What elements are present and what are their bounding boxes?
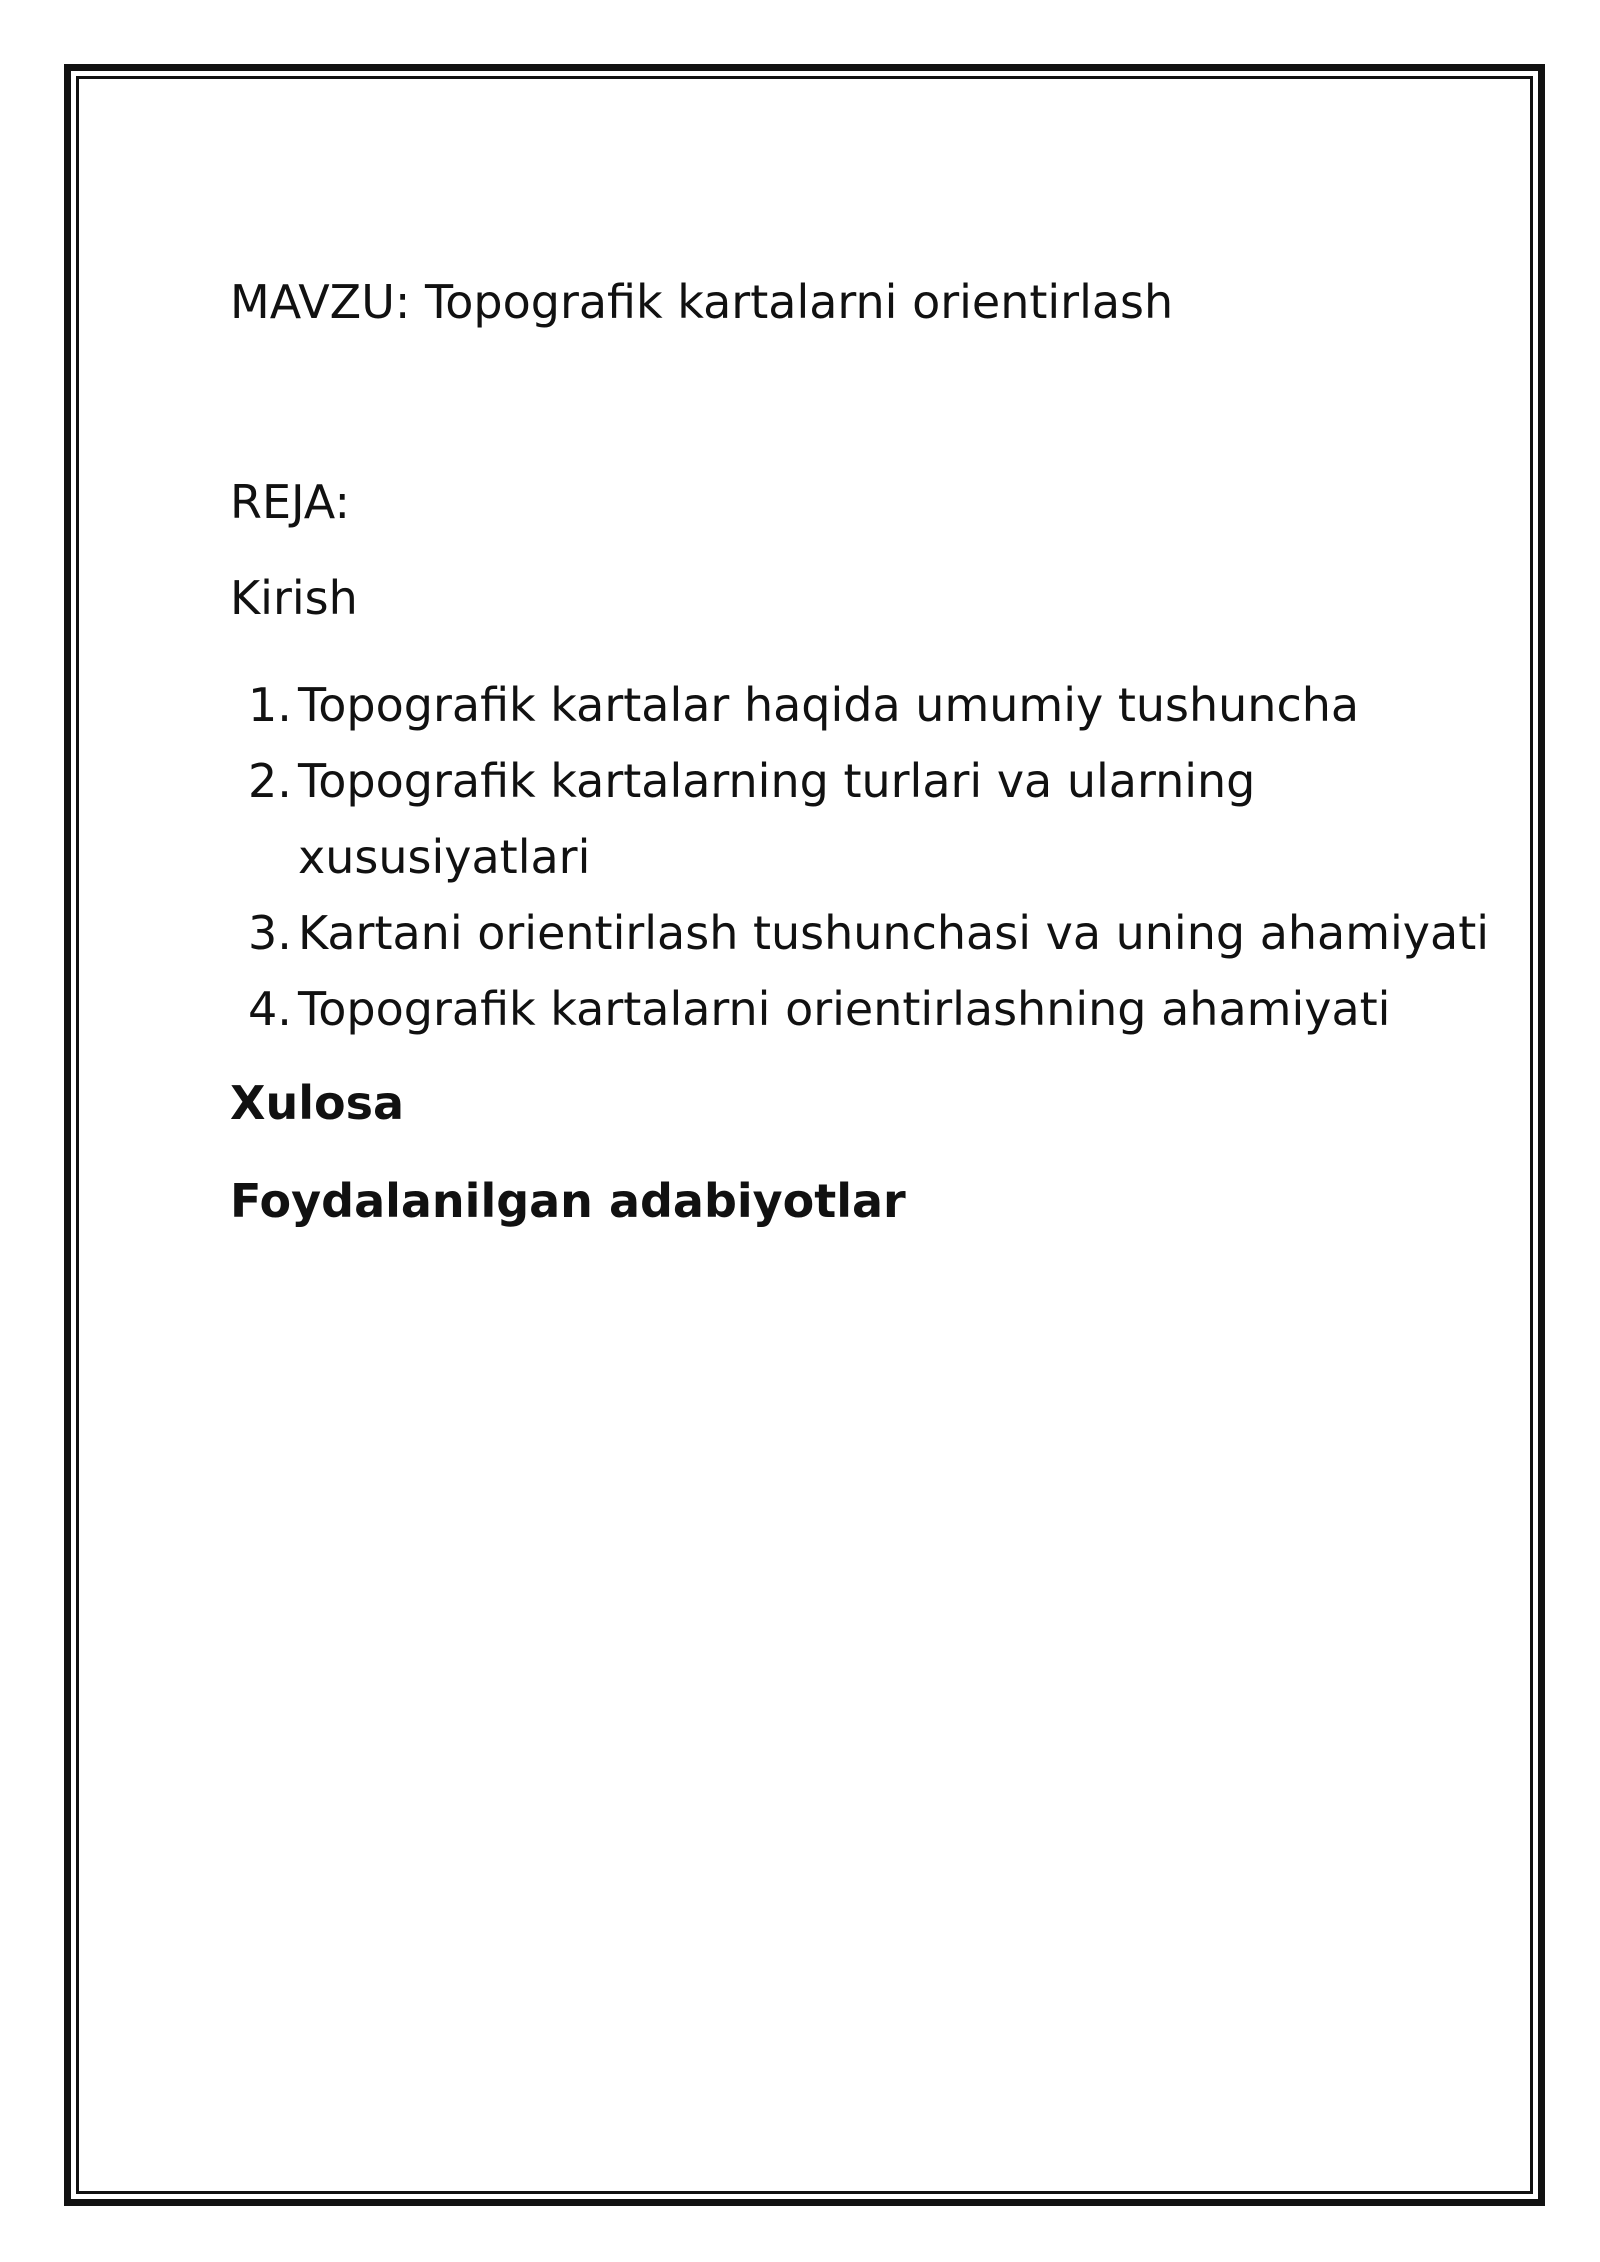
conclusion-heading: Xulosa	[230, 1076, 405, 1130]
plan-item-text: Topografik kartalarni orientirlashning ahamiyati	[298, 982, 1391, 1036]
plan-item-text: Topografik kartalar haqida umumiy tushuncha	[298, 678, 1360, 732]
plan-item-number: 4.	[248, 982, 292, 1036]
page-border-inner	[76, 76, 1533, 2194]
intro-label: Kirish	[230, 571, 358, 625]
plan-item	[230, 971, 1520, 1047]
plan-item	[230, 895, 1520, 971]
references-heading: Foydalanilgan adabiyotlar	[230, 1174, 906, 1228]
plan-item	[230, 743, 1520, 895]
plan-item-number: 3.	[248, 906, 292, 960]
plan-item-number: 1.	[248, 678, 292, 732]
plan-list	[230, 667, 1520, 1047]
plan-item-text: Kartani orientirlash tushunchasi va uning ahamiyati	[298, 906, 1490, 960]
plan-item	[230, 667, 1520, 743]
plan-item-text: Topografik kartalarning turlari va ularning xususiyatlari	[298, 754, 1256, 884]
plan-item-number: 2.	[248, 754, 292, 808]
plan-heading: REJA:	[230, 475, 350, 529]
document-title: MAVZU: Topografik kartalarni orientirlash	[230, 275, 1174, 329]
